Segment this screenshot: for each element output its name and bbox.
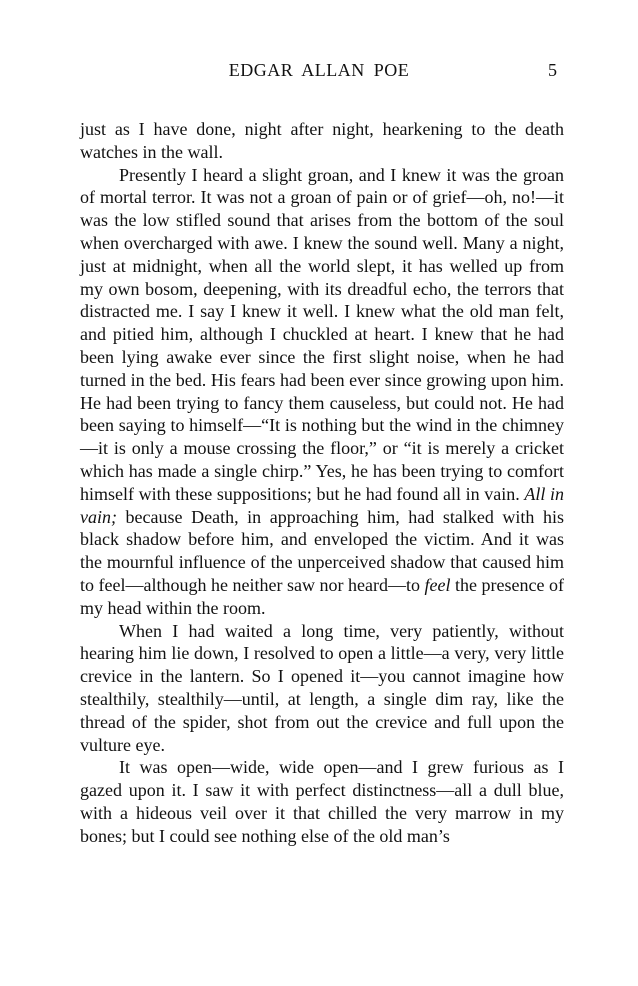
paragraph-1	[80, 118, 564, 164]
paragraph-1-text: just as I have done, night after night, hearkening to the death watches in the wall.	[80, 119, 564, 162]
page-number: 5	[548, 60, 557, 80]
paragraph-2-italic-all-in-vain: All in vain;	[80, 483, 565, 527]
paragraph-2-text-a: Presently I heard a slight groan, and I knew it was the groan of mortal terror. It was not a groan of pain or of grief—oh, no!—it was the low stifled sound that arises from the bottom of the soul when overcharged with awe. I knew the sound well. Many a night, just at midnight, when all the world slept, it has welled up from my own bosom, deepening, with its dreadful echo, the terrors that distracted me. I say I knew it well. I knew what the old man felt, and pitied him, although I chuckled at heart. I knew that he had been lying awake ever since the first slight noise, when he had turned in the bed. His fears had been ever since growing upon him. He had been trying to fancy them causeless, but could not. He had been saying to himself—“It is nothing but the wind in the chimney—it is only a mouse crossing the floor,” or “it is merely a cricket which has made a single chirp.” Yes, he has been trying to comfort himself with these suppositions; but he had found all in vain.	[80, 164, 564, 504]
paragraph-3	[80, 620, 564, 757]
paragraph-2	[80, 164, 564, 620]
running-head	[0, 58, 638, 82]
paragraph-2-italic-feel: feel	[424, 574, 451, 595]
paragraph-4-text: It was open—wide, wide open—and I grew furious as I gazed upon it. I saw it with perfect distinctness—all a dull blue, with a hideous veil over it that chilled the very marrow in my bones; but I could see nothing else of the old man’s	[80, 757, 564, 846]
paragraph-4	[80, 756, 564, 847]
running-head-title: EDGAR ALLAN POE	[228, 60, 410, 80]
body-text	[80, 118, 564, 848]
paragraph-2-text-b: because Death, in approaching him, had stalked with his black shadow before him, and enveloped the victim. And it was the mournful influence of the unperceived shadow that caused him to feel—although he neither saw nor heard—to	[80, 506, 564, 595]
paragraph-2-text-c: the presence of my head within the room.	[80, 574, 564, 618]
paragraph-3-text: When I had waited a long time, very patiently, without hearing him lie down, I resolved to open a little—a very, very little crevice in the lantern. So I opened it—you cannot imagine how stealthily, stealthily—until, at length, a single dim ray, like the thread of the spider, shot from out the crevice and full upon the vulture eye.	[80, 620, 564, 755]
